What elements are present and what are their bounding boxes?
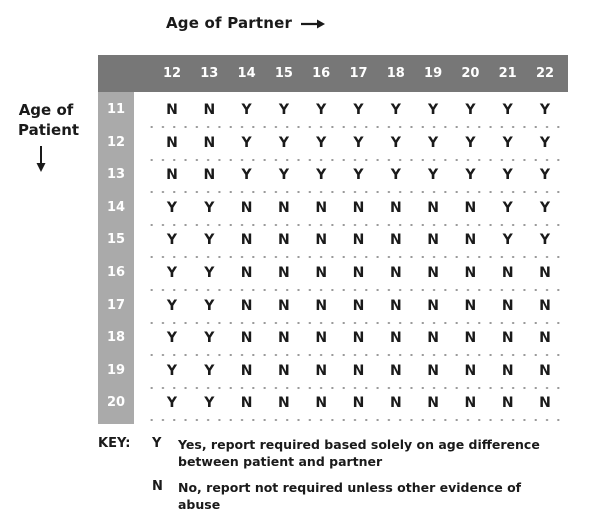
grid-cell: Y — [539, 232, 551, 249]
grid-cell: Y — [428, 134, 439, 151]
key-description-no-line1: No, report not required unless other evidence of abuse — [178, 480, 522, 512]
grid-cell: Y — [502, 199, 513, 216]
grid-cell: N — [539, 297, 551, 314]
grid-cell: N — [389, 330, 402, 347]
grid-cell: Y — [316, 167, 327, 184]
grid-cell: N — [464, 199, 477, 216]
grid-cell: N — [501, 297, 514, 314]
partner-age-header-row — [98, 55, 568, 92]
row-divider — [146, 387, 568, 389]
grid-cell: N — [352, 297, 365, 314]
grid-cell: N — [427, 297, 439, 314]
grid-cell: Y — [390, 102, 401, 118]
grid-cell: N — [166, 134, 178, 151]
grid-cell: N — [389, 362, 402, 379]
partner-age-header-cell: 21 — [498, 66, 517, 81]
patient-age-cell: 12 — [106, 134, 126, 150]
grid-cell: Y — [204, 297, 215, 314]
grid-cell: Y — [539, 199, 551, 216]
grid-cell: Y — [278, 102, 289, 118]
grid-cell: N — [539, 265, 551, 281]
grid-cell: N — [464, 395, 477, 412]
partner-age-header-cell: 18 — [386, 66, 405, 81]
key-description-yes-line2: between patient and partner — [178, 454, 383, 469]
grid-cell: Y — [204, 362, 215, 379]
grid-cell: N — [315, 330, 328, 347]
row-divider — [146, 191, 568, 193]
grid-cell: N — [278, 330, 290, 347]
key-symbol-yes: Y — [152, 436, 162, 451]
partner-age-header-cell: 15 — [274, 66, 293, 81]
partner-axis-label: Age of Partner — [166, 14, 293, 32]
grid-cell: N — [427, 330, 439, 347]
grid-cell: Y — [241, 134, 252, 151]
grid-cell: Y — [428, 167, 439, 184]
patient-age-cell: 14 — [106, 199, 126, 215]
grid-cell: N — [389, 265, 402, 281]
grid-cell: N — [352, 362, 365, 379]
row-divider — [146, 256, 568, 258]
grid-cell: Y — [502, 134, 513, 151]
grid-cell: Y — [166, 330, 178, 347]
grid-cell: N — [203, 102, 216, 118]
grid-cell: N — [278, 199, 290, 216]
grid-cell: N — [501, 265, 514, 281]
grid-cell: N — [166, 167, 178, 184]
row-divider — [146, 354, 568, 356]
grid-cell: N — [352, 395, 365, 412]
grid-cell: N — [315, 362, 328, 379]
grid-cell: N — [427, 199, 439, 216]
right-arrow-icon — [301, 19, 325, 29]
grid-cell: Y — [204, 395, 215, 412]
grid-cell: N — [352, 199, 365, 216]
key-description-yes-line1: Yes, report required based solely on age difference — [178, 437, 540, 452]
grid-cell: Y — [428, 102, 439, 118]
grid-cell: N — [240, 232, 253, 249]
grid-cell: N — [315, 232, 328, 249]
patient-age-cell: 15 — [106, 232, 126, 248]
row-divider — [146, 224, 568, 226]
grid-cell: Y — [204, 265, 215, 281]
partner-age-header-cell: 12 — [162, 66, 182, 81]
grid-cell: Y — [316, 134, 327, 151]
grid-cell: N — [352, 265, 365, 281]
partner-age-header-cell: 13 — [200, 66, 219, 81]
grid-cell: N — [389, 395, 402, 412]
grid-cell: Y — [390, 167, 401, 184]
grid-cell: Y — [353, 134, 364, 151]
row-divider — [146, 322, 568, 324]
grid-cell: N — [315, 395, 328, 412]
grid-cell: N — [240, 297, 253, 314]
grid-cell: N — [464, 362, 477, 379]
grid-cell: N — [427, 395, 439, 412]
patient-age-axis-title — [18, 100, 80, 140]
grid-cell: Y — [390, 134, 401, 151]
patient-age-cell: 13 — [106, 167, 126, 183]
grid-cell: Y — [166, 297, 178, 314]
key-symbol-no: N — [152, 479, 163, 494]
grid-cell: Y — [166, 232, 178, 249]
row-divider — [146, 419, 568, 421]
grid-cell: Y — [278, 167, 289, 184]
grid-cell: Y — [166, 395, 178, 412]
grid-cell: N — [464, 330, 477, 347]
patient-age-cell: 11 — [106, 102, 126, 117]
patient-axis-label-line1: Age of — [18, 101, 74, 119]
grid-cell: N — [389, 199, 402, 216]
patient-age-cell: 19 — [106, 362, 126, 378]
patient-age-cell: 18 — [106, 330, 126, 346]
grid-cell: N — [240, 330, 253, 347]
grid-cell: N — [464, 232, 477, 249]
grid-cell: N — [203, 167, 216, 184]
grid-cell: Y — [465, 134, 476, 151]
grid-cell: N — [240, 199, 253, 216]
grid-cell: N — [389, 297, 402, 314]
grid-cell: Y — [241, 102, 252, 118]
grid-cell: Y — [539, 134, 551, 151]
grid-cell: N — [352, 232, 365, 249]
key-description-yes — [178, 436, 558, 470]
down-arrow-icon — [34, 146, 48, 172]
patient-age-cell: 17 — [106, 297, 126, 313]
grid-cell: N — [278, 232, 290, 249]
grid-cell: Y — [539, 102, 551, 118]
grid-cell: N — [501, 362, 514, 379]
grid-cell: N — [240, 395, 253, 412]
partner-age-header-cell: 19 — [424, 66, 443, 81]
partner-age-axis-title — [166, 14, 325, 32]
grid-cell: Y — [166, 362, 178, 379]
grid-cell: N — [278, 395, 290, 412]
grid-cell: N — [389, 232, 402, 249]
patient-age-cell: 16 — [106, 265, 126, 280]
partner-age-header-cell: 22 — [535, 66, 555, 81]
grid-cell: N — [240, 362, 253, 379]
grid-cell: N — [240, 265, 253, 281]
grid-cell: Y — [204, 232, 215, 249]
grid-cell: N — [352, 330, 365, 347]
grid-cell: Y — [353, 102, 364, 118]
patient-age-cell: 20 — [106, 395, 126, 411]
partner-age-header-cell: 17 — [349, 66, 368, 81]
grid-cell: N — [203, 134, 216, 151]
partner-age-header-cell: 14 — [237, 66, 256, 81]
grid-cell: N — [427, 362, 439, 379]
grid-cell: Y — [204, 330, 215, 347]
grid-cell: Y — [502, 102, 513, 118]
row-divider — [146, 289, 568, 291]
grid-cell: N — [501, 395, 514, 412]
grid-cell: Y — [502, 167, 513, 184]
grid-cell: N — [501, 330, 514, 347]
grid-cell: N — [539, 330, 551, 347]
key-description-no — [178, 479, 558, 513]
grid-cell: Y — [539, 167, 551, 184]
grid-cell: Y — [166, 265, 178, 281]
grid-cell: Y — [465, 167, 476, 184]
grid-cell: N — [315, 199, 328, 216]
grid-cell: N — [278, 297, 290, 314]
patient-axis-label-line2: Patient — [18, 121, 80, 139]
grid-cell: Y — [278, 134, 289, 151]
grid-cell: N — [539, 395, 551, 412]
grid-cell: Y — [465, 102, 476, 118]
partner-age-header-cell: 20 — [461, 66, 480, 81]
row-divider — [146, 126, 568, 128]
grid-cell: N — [278, 265, 290, 281]
partner-age-header-cell: 16 — [312, 66, 331, 81]
row-divider — [146, 159, 568, 161]
grid-cell: Y — [316, 102, 327, 118]
grid-cell: Y — [353, 167, 364, 184]
grid-cell: Y — [204, 199, 215, 216]
grid-cell: N — [464, 265, 477, 281]
patient-age-column — [98, 92, 134, 424]
grid-cell: N — [464, 297, 477, 314]
grid-cell: N — [166, 102, 178, 118]
grid-cell: Y — [502, 232, 513, 249]
grid-cell: N — [315, 297, 328, 314]
grid-cell: Y — [166, 199, 178, 216]
grid-cell: N — [427, 232, 439, 249]
grid-cell: N — [539, 362, 551, 379]
grid-cell: Y — [241, 167, 252, 184]
key-label: KEY: — [98, 436, 131, 451]
grid-cell: N — [278, 362, 290, 379]
grid-cell: N — [427, 265, 439, 281]
grid-cell: N — [315, 265, 328, 281]
